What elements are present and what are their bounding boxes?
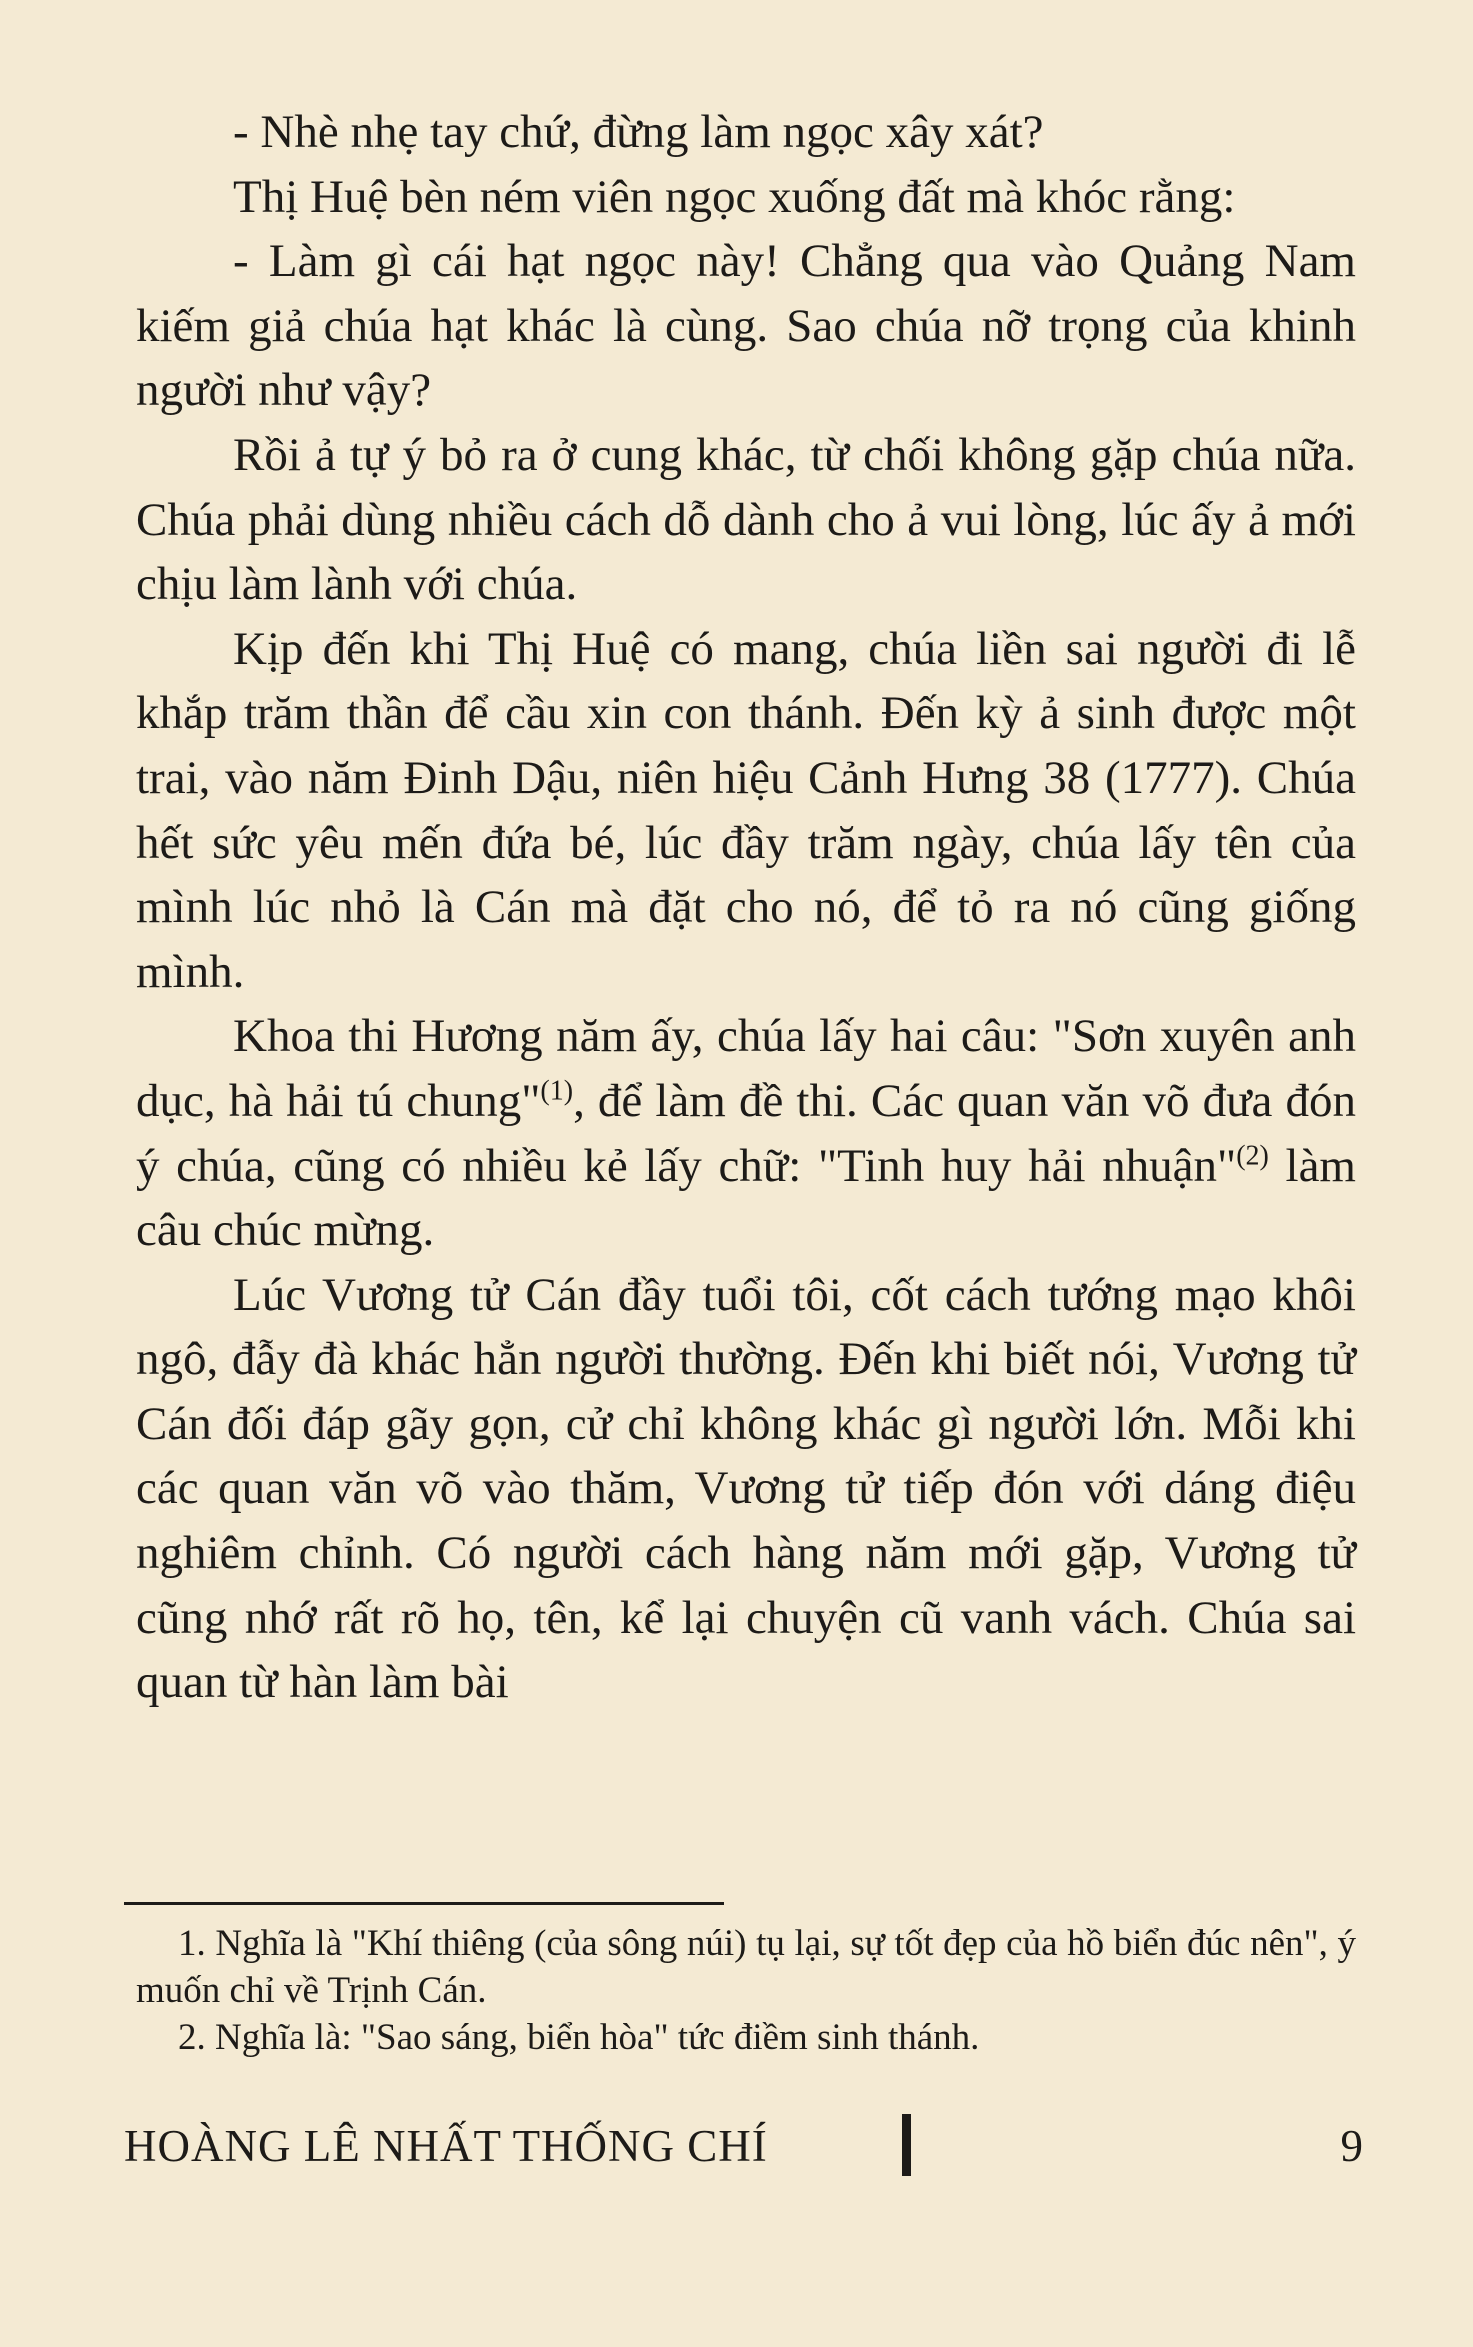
page-number: 9 [1340,2121,1364,2171]
footnote-ref-2: (2) [1236,1139,1269,1171]
paragraph-6 [136,1004,1356,1262]
footnote-ref-1: (1) [540,1075,574,1107]
paragraph-6-part-1: Khoa thi Hương năm ấy, chúa lấy hai câu: "Sơn xuyên anh dục, hà hải tú chung" [136,1010,1356,1127]
paragraph-5: Kịp đến khi Thị Huệ có mang, chúa liền sai người đi lễ khắp trăm thần để cầu xin con thánh. Đến kỳ ả sinh được một trai, vào năm Đinh Dậu, niên hiệu Cảnh Hưng 38 (1777). Chúa hết sức yêu mến đứa bé, lúc đầy trăm ngày, chúa lấy tên của mình lúc nhỏ là Cán mà đặt cho nó, để tỏ ra nó cũng giống mình. [136,622,1356,998]
paragraph-6-part-3: làm câu chúc mừng. [136,1139,1356,1257]
paragraph-4: Rồi ả tự ý bỏ ra ở cung khác, từ chối không gặp chúa nữa. Chúa phải dùng nhiều cách dỗ dành cho ả vui lòng, lúc ấy ả mới chịu làm lành với chúa. [136,428,1356,611]
paragraph-7: Lúc Vương tử Cán đầy tuổi tôi, cốt cách tướng mạo khôi ngô, đẫy đà khác hẳn người thường. Đến khi biết nói, Vương tử Cán đối đáp gãy gọn, cử chỉ không khác gì người lớn. Mỗi khi các quan văn võ vào thăm, Vương tử tiếp đón với dáng điệu nghiêm chỉnh. Có người cách hàng năm mới gặp, Vương tử cũng nhớ rất rõ họ, tên, kể lại chuyện cũ vanh vách. Chúa sai quan từ hàn làm bài [136,1268,1356,1709]
footnote-1: 1. Nghĩa là "Khí thiêng (của sông núi) tụ lại, sự tốt đẹp của hồ biển đúc nên", ý muốn chỉ về Trịnh Cán. [136,1923,1356,2011]
paragraph-3: - Làm gì cái hạt ngọc này! Chẳng qua vào Quảng Nam kiếm giả chúa hạt khác là cùng. Sao chúa nỡ trọng của khinh người như vậy? [136,235,1356,417]
footnotes [136,1920,1356,2061]
paragraph-2: Thị Huệ bèn ném viên ngọc xuống đất mà khóc rằng: [233,170,1236,223]
main-text [136,100,1356,1715]
footnote-2: 2. Nghĩa là: "Sao sáng, biển hòa" tức điềm sinh thánh. [178,2017,980,2058]
footer-divider-bar [902,2114,911,2176]
paragraph-1: - Nhè nhẹ tay chứ, đừng làm ngọc xây xát? [233,106,1044,158]
running-footer [124,2108,1364,2178]
footnote-divider [124,1902,724,1905]
book-title: HOÀNG LÊ NHẤT THỐNG CHÍ [124,2121,768,2171]
paragraph-6-part-2: , để làm đề thi. Các quan văn võ đưa đón ý chúa, cũng có nhiều kẻ lấy chữ: "Tinh huy hải nhuận" [136,1074,1356,1192]
